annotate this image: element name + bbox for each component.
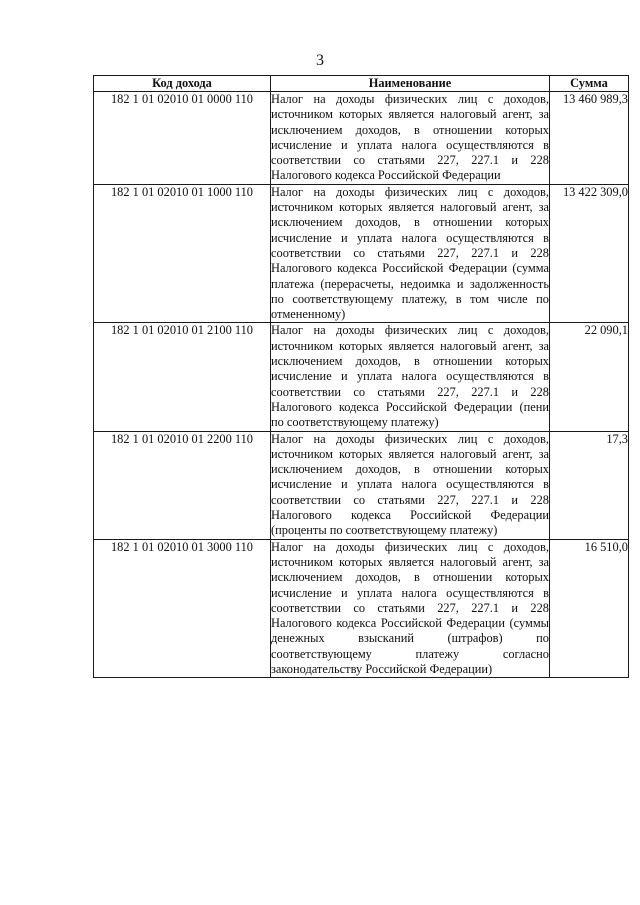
header-name: Наименование [271,76,550,92]
income-sum-cell: 13 460 989,3 [550,92,629,185]
table-row [94,323,629,431]
income-name-cell: Налог на доходы физических лиц с доходов, источником которых является налоговый агент, за исключением доходов, в отношении которых исчисление и уплата налога осуществляются в соответствии со статьями 227, 227.1 и 228 Налогового кодекса Российской Федерации [271,92,549,183]
income-code-cell: 182 1 01 02010 01 2200 110 [94,431,271,539]
header-sum: Сумма [550,76,629,92]
income-name-cell: Налог на доходы физических лиц с доходов, источником которых является налоговый агент, за исключением доходов, в отношении которых исчисление и уплата налога осуществляются в соответствии со статьями 227, 227.1 и 228 Налогового кодекса Российской Федерации (проценты по соответствующему платежу) [271,431,549,538]
table-row [94,92,629,185]
income-sum-cell: 22 090,1 [550,323,629,431]
table-header-row [94,76,629,92]
income-code-cell: 182 1 01 02010 01 0000 110 [94,92,271,185]
income-sum-cell: 16 510,0 [550,539,629,678]
income-table [93,75,629,678]
table-row [94,431,629,539]
table-row [94,539,629,678]
income-sum-cell: 17,3 [550,431,629,539]
income-name-cell: Налог на доходы физических лиц с доходов, источником которых является налоговый агент, за исключением доходов, в отношении которых исчисление и уплата налога осуществляются в соответствии со статьями 227, 227.1 и 228 Налогового кодекса Российской Федерации (пени по соответствующему платежу) [271,323,549,430]
page-number: 3 [316,52,324,69]
table-row [94,184,629,323]
income-name-cell: Налог на доходы физических лиц с доходов, источником которых является налоговый агент, за исключением доходов, в отношении которых исчисление и уплата налога осуществляются в соответствии со статьями 227, 227.1 и 228 Налогового кодекса Российской Федерации (суммы денежных взысканий (штрафов) по соответствующему платежу согласно законодательству Российской Федерации) [271,539,549,676]
income-code-cell: 182 1 01 02010 01 2100 110 [94,323,271,431]
income-code-cell: 182 1 01 02010 01 3000 110 [94,539,271,678]
income-name-cell: Налог на доходы физических лиц с доходов, источником которых является налоговый агент, за исключением доходов, в отношении которых исчисление и уплата налога осуществляются в соответствии со статьями 227, 227.1 и 228 Налогового кодекса Российской Федерации (сумма платежа (перерасчеты, недоимка и задолженность по соответствующему платежу, в том числе по отмененному) [271,184,549,322]
header-code: Код дохода [94,76,271,92]
income-code-cell: 182 1 01 02010 01 1000 110 [94,184,271,323]
income-sum-cell: 13 422 309,0 [550,184,629,323]
